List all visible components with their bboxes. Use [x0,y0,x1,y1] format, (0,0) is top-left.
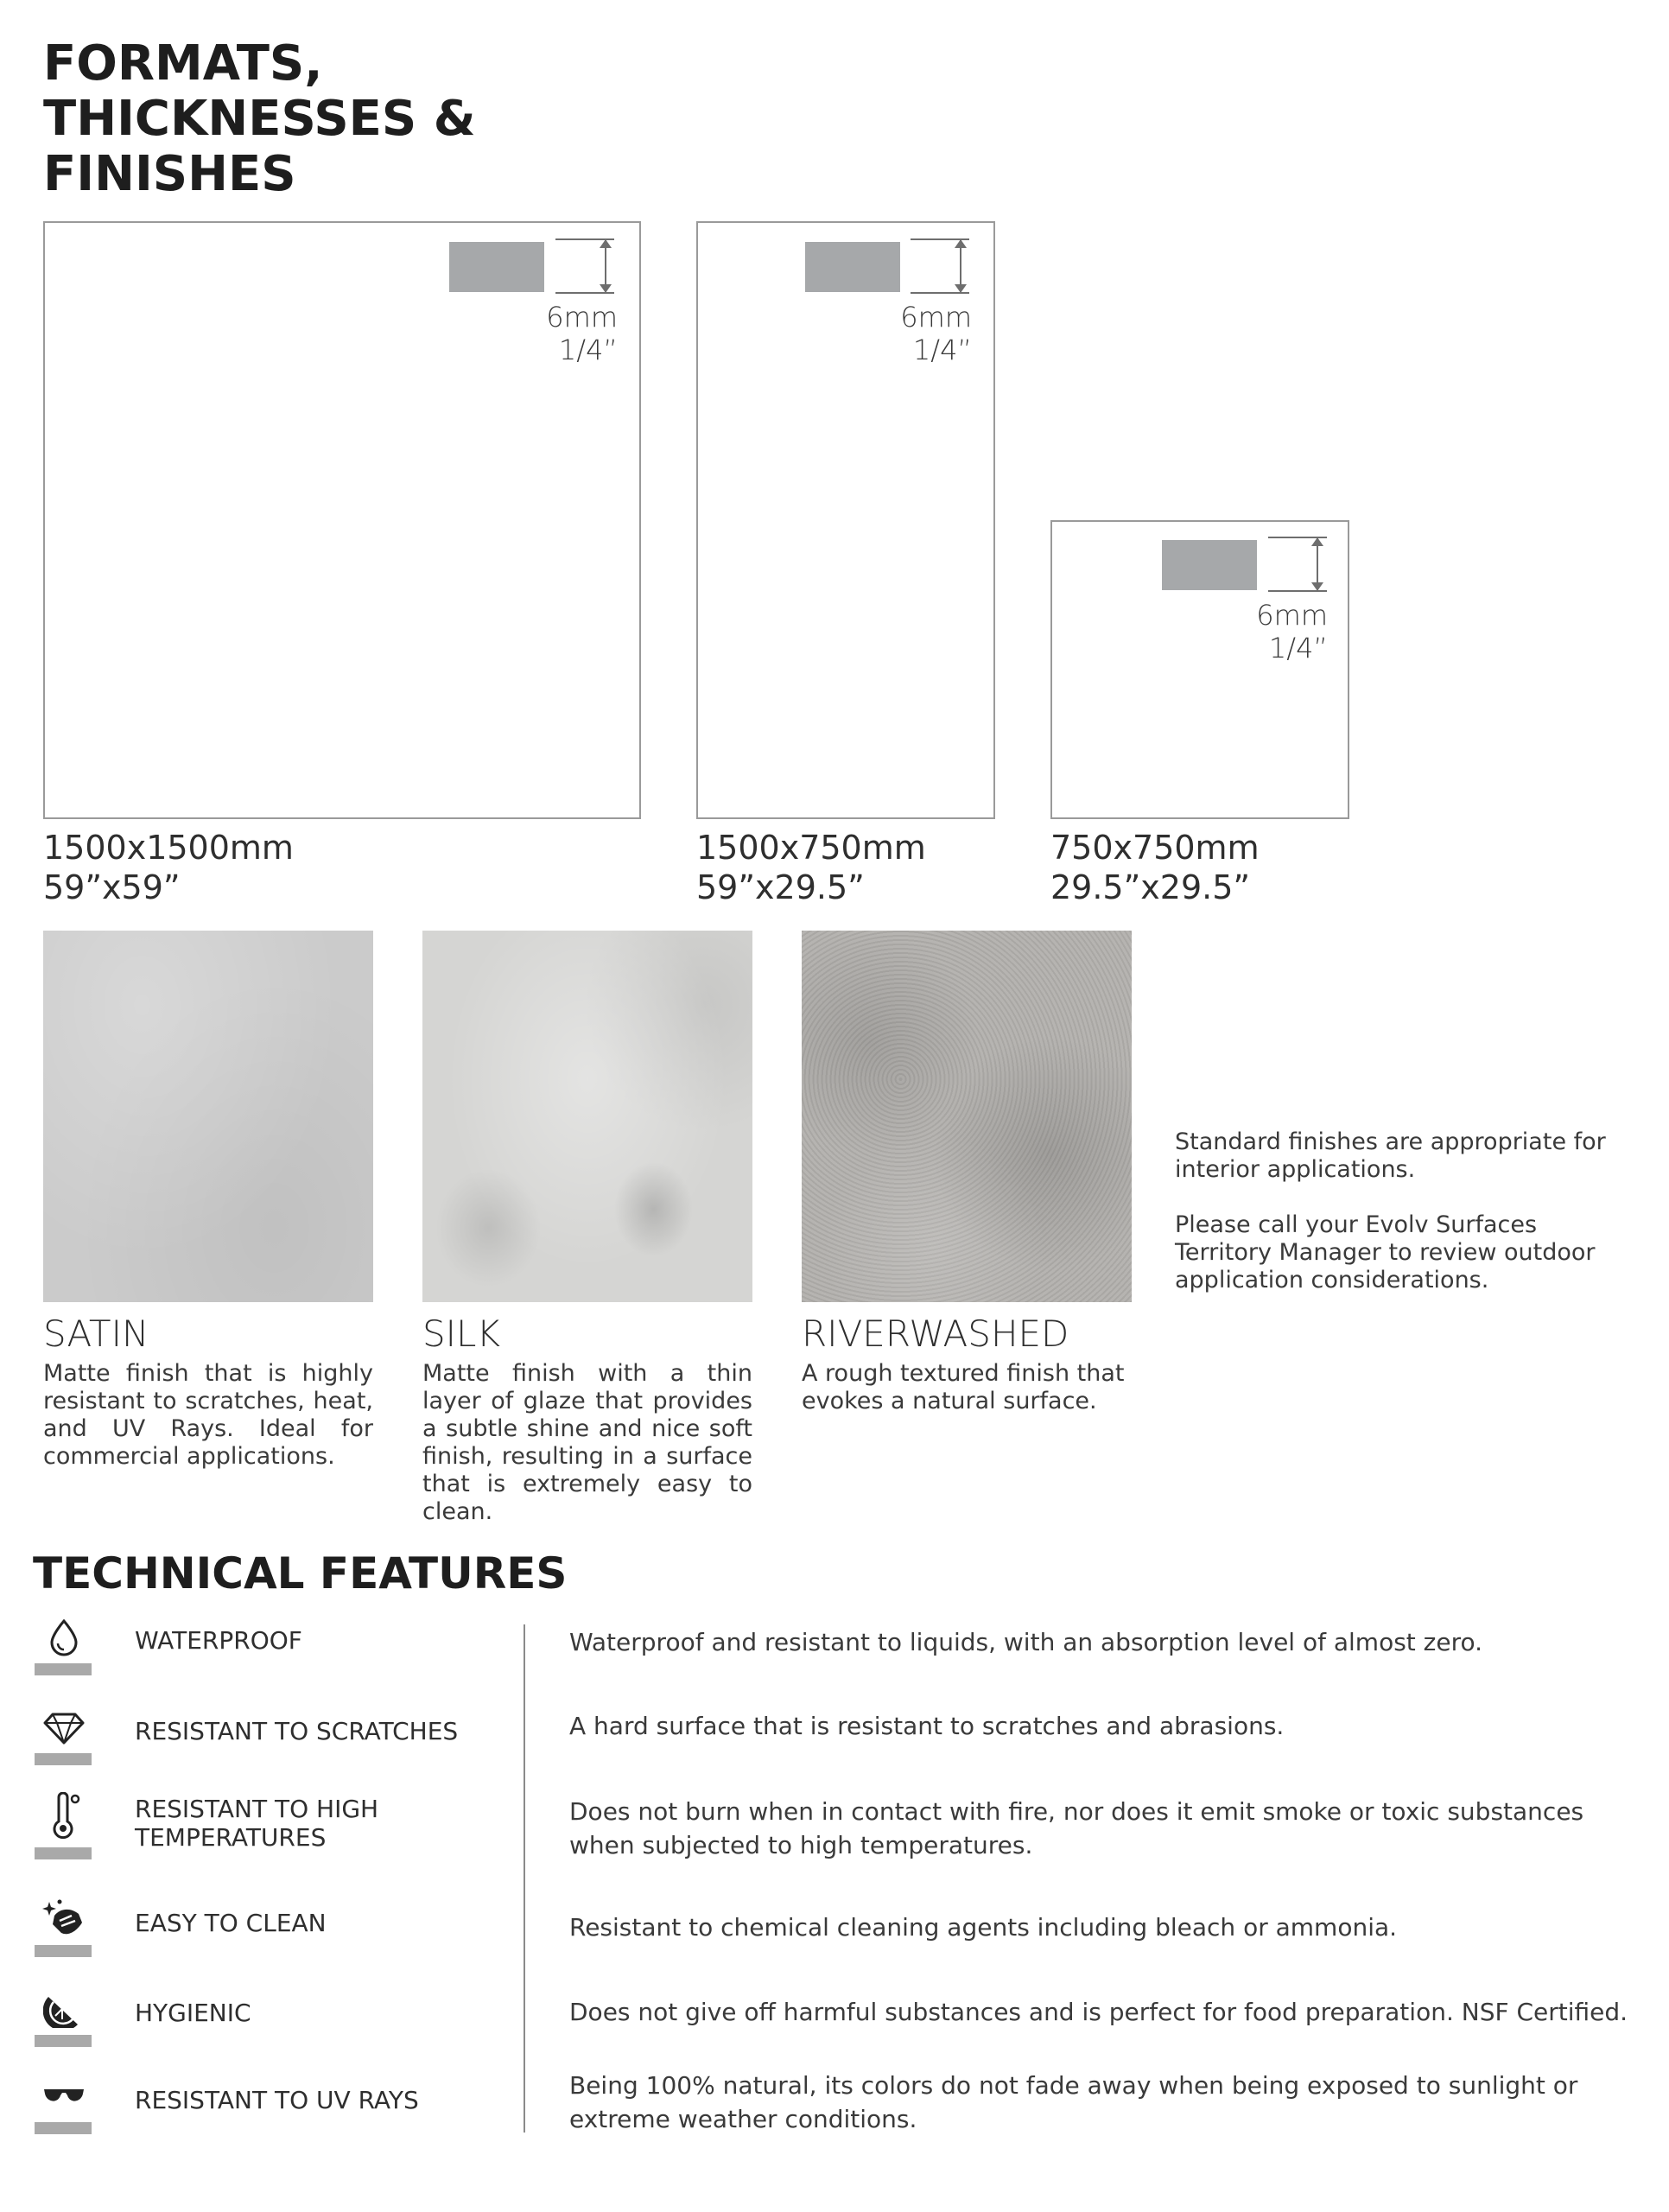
feature-label-easy-clean: EASY TO CLEAN [135,1909,327,1937]
feature-label-temperatures [135,1795,378,1852]
fruit-slice-icon [40,1987,88,2031]
thickness-mm: 6mm [1256,599,1328,632]
format-size-label [696,828,926,907]
dimension-arrow-icon [1317,537,1318,591]
feature-description-temperatures: Does not burn when in contact with fire, nor does it emit smoke or toxic substances when subjected to high temperatures. [569,1797,1584,1859]
feature-label-line: RESISTANT TO HIGH [135,1795,379,1823]
thickness-swatch [1162,540,1257,590]
feature-description-waterproof: Waterproof and resistant to liquids, with an absorption level of almost zero. [569,1628,1483,1656]
thickness-swatch [449,242,544,292]
format-size-in: 29.5”x29.5” [1050,868,1251,906]
features-divider [524,1624,525,2133]
sunglasses-icon [40,2075,88,2119]
page-title-line: THICKNESSES & [43,91,476,147]
finish-description-riverwashed: A rough textured finish that evokes a natural surface. [802,1360,1125,1414]
format-size-label [1050,828,1260,907]
finish-name-satin: SATIN [43,1313,149,1355]
thickness-mm: 6mm [900,301,972,334]
dimension-arrow-icon [605,239,606,293]
thickness-label [484,301,618,366]
feature-description-easy-clean: Resistant to chemical cleaning agents including bleach or ammonia. [569,1913,1398,1942]
format-size-mm: 750x750mm [1050,829,1260,867]
feature-label-hygienic: HYGIENIC [135,1999,251,2027]
thickness-swatch [805,242,900,292]
thickness-label [838,301,972,366]
feature-bar [35,1945,92,1957]
format-size-mm: 1500x1500mm [43,829,294,867]
feature-label-waterproof: WATERPROOF [135,1626,302,1655]
cleaning-hand-icon [40,1897,88,1940]
format-size-label [43,828,294,907]
water-drop-icon [40,1616,88,1659]
feature-bar [35,2122,92,2134]
thermometer-icon [40,1795,88,1838]
feature-description-scratches: A hard surface that is resistant to scratches and abrasions. [569,1712,1285,1740]
finish-name-riverwashed: RIVERWASHED [802,1313,1069,1355]
feature-description-uv: Being 100% natural, its colors do not fade away when being exposed to sunlight or extreme weather conditions. [569,2071,1578,2133]
feature-label-uv: RESISTANT TO UV RAYS [135,2086,419,2114]
feature-bar [35,1663,92,1675]
silk-finish-image [422,931,752,1302]
format-size-mm: 1500x750mm [696,829,926,867]
riverwashed-finish-image [802,931,1132,1302]
dimension-arrow-icon [960,239,961,293]
thickness-in: 1/4” [1268,632,1328,664]
thickness-mm: 6mm [546,301,618,334]
finish-note [1175,1128,1624,1322]
finish-name-silk: SILK [422,1313,500,1355]
finish-description-silk: Matte finish with a thin layer of glaze that provides a subtle shine and nice soft finish, resulting in a surface that is extremely easy to clean. [422,1360,752,1525]
format-size-in: 59”x29.5” [696,868,865,906]
feature-description-hygienic: Does not give off harmful substances and is perfect for food preparation. NSF Certified. [569,1998,1628,2026]
feature-bar [35,1847,92,1859]
format-size-in: 59”x59” [43,868,181,906]
finish-description-satin: Matte finish that is highly resistant to scratches, heat, and UV Rays. Ideal for commercial applications. [43,1360,373,1470]
diamond-icon [40,1707,88,1750]
satin-finish-image [43,931,373,1302]
feature-bar [35,2035,92,2047]
finish-note-outdoor: Please call your Evolv Surfaces Territory Manager to review outdoor application considerations. [1175,1211,1596,1294]
technical-features-heading: TECHNICAL FEATURES [33,1548,568,1599]
finish-note-interior: Standard finishes are appropriate for interior applications. [1175,1128,1606,1183]
page-title-line: FORMATS, [43,35,323,92]
feature-label-scratches: RESISTANT TO SCRATCHES [135,1717,459,1745]
thickness-in: 1/4” [912,334,972,366]
page-title [43,36,476,202]
feature-bar [35,1753,92,1765]
page-title-line: FINISHES [43,146,296,202]
thickness-in: 1/4” [558,334,618,366]
feature-label-line: TEMPERATURES [135,1823,327,1852]
thickness-label [1194,599,1328,664]
